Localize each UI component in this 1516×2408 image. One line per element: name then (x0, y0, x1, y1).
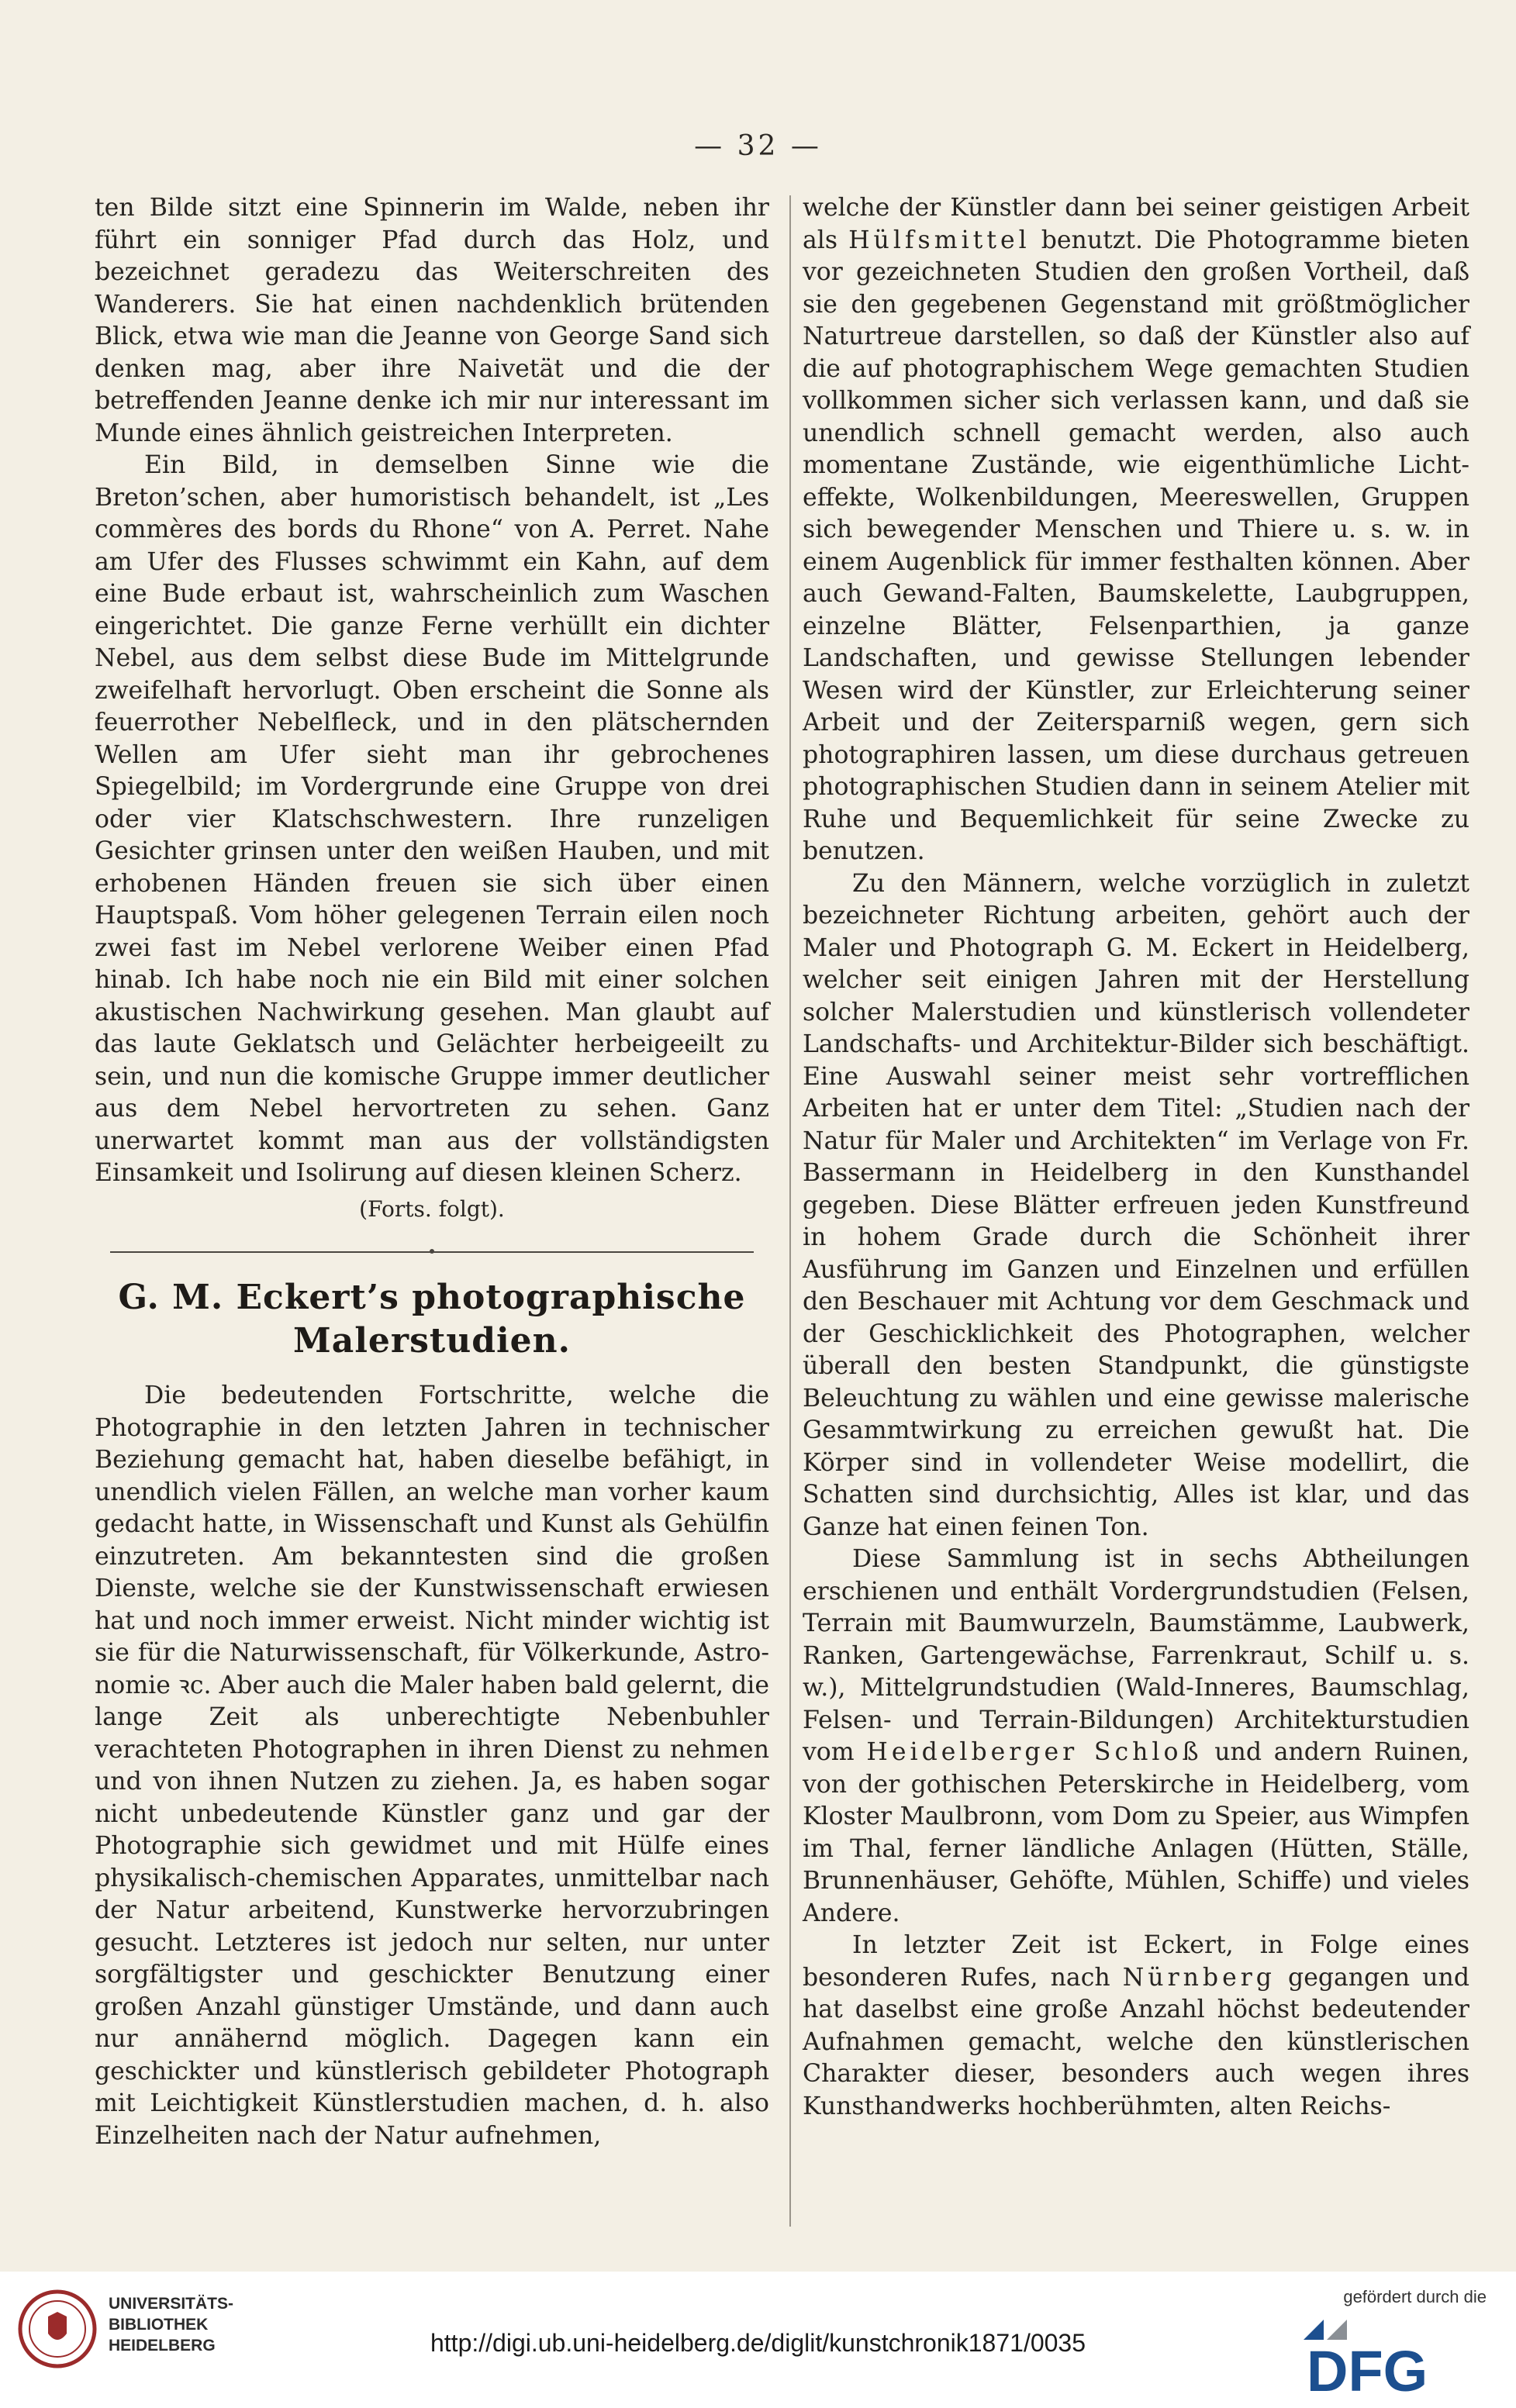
emphasis-spaced: Hülfsmittel (848, 226, 1031, 254)
section-title: G. M. Eckert’s photographische Malerstudien. (118, 1278, 746, 1361)
dfg-logo-icon (1304, 2318, 1487, 2396)
emphasis-spaced: Nürnberg (1122, 1963, 1276, 1992)
right-column (803, 192, 1469, 2123)
paragraph: Zu den Männern, welche vorzüglich in zuletzt bezeichneter Richtung arbeiten, gehört auch der Maler und Photograph G. M. Eckert in Heidelberg, welcher seit einigen Jahren mit der Herstellung solcher Malerstudien und künstlerisch vollendeter Landschafts- und Architektur-Bilder sich beschäftigt. Eine Auswahl seiner meist sehr vortrefflichen Arbeiten hat er unter dem Titel: „Studien nach der Natur für Maler und Architekten“ im Verlage von Fr. Bassermann in Heidelberg in den Kunsthandel gegeben. Diese Blätter erfreuen jeden Kunstfreund in hohem Grade durch die Schönheit ihrer Ausführung im Ganzen und Einzelnen und erfüllen den Beschauer mit Achtung vor dem Geschmack und der Geschicklichkeit des Photographen, welcher überall den besten Standpunkt, die günstigste Beleuchtung zu wählen und eine gewisse malerische Gesammtwirkung zu erreichen gewußt hat. Die Körper sind in vollendeter Weise modellirt, die Schatten sind durchsichtig, Alles ist klar, und das Ganze hat einen feinen Ton. (803, 869, 1469, 1541)
paragraph: Die bedeutenden Fortschritte, welche die Photographie in den letzten Jahren in technischer Beziehung gemacht hat, haben dieselbe befähigt, in unendlich vielen Fällen, an welche man vorher kaum gedacht hatte, in Wissenschaft und Kunst als Gehülfin einzutreten. Am bekanntesten sind die großen Dienste, welche sie der Kunstwissenschaft erwiesen hat und noch immer erweist. Nicht minder wichtig ist sie für die Naturwissenschaft, für Völkerkunde, Astronomie ꝛc. Aber auch die Maler haben bald gelernt, die lange Zeit als unberechtigte Nebenbuhler verachteten Photographen in ihren Dienst zu nehmen und von ihnen Nutzen zu ziehen. Ja, es haben sogar nicht unbedeutende Künstler ganz und gar der Photographie sich gewidmet und mit Hülfe eines physikalisch-chemischen Apparates, unmittelbar nach der Natur arbeitend, Kunstwerke hervorzubringen gesucht. Letzteres ist jedoch nur selten, nur unter sorgfältigster und geschickter Benutzung einer großen Anzahl günstiger Umstände, und dann auch nur annähernd möglich. Dagegen kann ein geschickter und künstlerisch gebildeter Photograph mit Leichtigkeit Künstlerstudien machen, d. h. also Einzelheiten nach der Natur aufnehmen, (95, 1382, 769, 2150)
svg-text:DFG: DFG (1307, 2339, 1428, 2396)
column-divider (789, 195, 791, 2227)
institution-name: UNIVERSITÄTS- BIBLIOTHEK HEIDELBERG (109, 2295, 234, 2355)
emphasis-spaced: Heidelberger Schloß (866, 1738, 1203, 1766)
paragraph: welche der Künstler dann bei seiner geistigen Arbeit als Hülfsmittel benutzt. Die Photogramme bieten vor gezeichneten Studien den großen Vortheil, daß sie den gegebenen Gegenstand mit größtmöglicher Naturtreue darstellen, so daß der Künstler also auf die auf photographischem Wege gemachten Studien vollkommen sicher sich verlassen kann, und daß sie unendlich schnell gemacht werden, also auch momentane Zustände, wie eigenthümliche Lichteffekte, Wolkenbildungen, Meereswellen, Gruppen sich bewegender Menschen und Thiere u. s. w. in einem Augenblick für immer festhalten können. Aber auch Gewand-Falten, Baumskelette, Laubgruppen, einzelne Blätter, Felsenparthien, ja ganze Landschaften, und gewisse Stellungen lebender Wesen wird der Künstler, zur Erleichterung seiner Arbeit und der Zeitersparniß wegen, gern sich photographiren lassen, um diese durchaus getreuen photographischen Studien dann in seinem Atelier mit Ruhe und Bequemlichkeit für seine Zwecke zu benutzen. (803, 194, 1469, 865)
paragraph: In letzter Zeit ist Eckert, in Folge eines besonderen Rufes, nach Nürnberg gegangen und hat daselbst eine große Anzahl höchst bedeutender Aufnahmen gemacht, welche den künstlerischen Charakter dieser, besonders auch wegen ihres Kunsthandwerks hochberühmten, alten Reichs- (803, 1931, 1469, 2120)
funding-caption: gefördert durch die (1343, 2287, 1487, 2306)
permalink-url[interactable]: http://digi.ub.uni-heidelberg.de/diglit/kunstchronik1871/0035 (430, 2329, 1086, 2357)
section-divider (110, 1251, 754, 1253)
left-column (95, 192, 769, 2152)
paragraph: ten Bilde sitzt eine Spinnerin im Walde, neben ihr führt ein sonniger Pfad durch das Holz, und bezeichnet geradezu das Weiterschreiten des Wanderers. Sie hat einen nachdenklich brütenden Blick, etwa wie man die Jeanne von George Sand sich denken mag, aber ihre Naivetät und die der betreffenden Jeanne denke ich mir nur interessant im Munde eines ähnlich geistreichen Interpreten. (95, 194, 769, 447)
paragraph: Diese Sammlung ist in sechs Abtheilungen erschienen und enthält Vordergrundstudien (Felsen, Terrain mit Baumwurzeln, Baumstämme, Laubwerk, Ranken, Gartengewächse, Farrenkraut, Schilf u. s. w.), Mittelgrundstudien (Wald-Inneres, Baumschlag, Felsen- und Terrain-Bildungen) Architekturstudien vom Heidelberger Schloß und andern Ruinen, von der gothischen Peterskirche in Heidelberg, vom Kloster Maulbronn, vom Dom zu Speier, aus Wimpfen im Thal, ferner ländliche Anlagen (Hütten, Ställe, Brunnenhäuser, Gehöfte, Mühlen, Schiffe) und vieles Andere. (803, 1545, 1470, 1927)
page-number: — 32 — (694, 130, 822, 162)
continuation-note: (Forts. folgt). (359, 1195, 505, 1222)
paragraph: Ein Bild, in demselben Sinne wie die Breton’schen, aber humoristisch behandelt, ist „Les commères des bords du Rhone“ von A. Perret. Nahe am Ufer des Flusses schwimmt ein Kahn, auf dem eine Bude erbaut ist, wahrscheinlich zum Waschen eingerichtet. Die ganze Ferne verhüllt ein dichter Nebel, aus dem selbst diese Bude im Mittelgrunde zweifelhaft hervorlugt. Oben erscheint die Sonne als feuerrother Nebelfleck, und in den plätschernden Wellen am Ufer sieht man ihr gebrochenes Spiegelbild; im Vordergrunde eine Gruppe von drei oder vier Klatschschwestern. Ihre runzeligen Gesichter grinsen unter den weißen Hauben, und mit erhobenen Händen freuen sie sich über einen Hauptspaß. Vom höher gelegenen Terrain eilen noch zwei fast im Nebel verlorene Weiber einen Pfad hinab. Ich habe noch nie ein Bild mit einer solchen akustischen Nachwirkung gesehen. Man glaubt auf das laute Geklatsch und Gelächter herbeigeeilt zu sein, und nun die komische Gruppe immer deutlicher aus dem Nebel hervortreten zu sehen. Ganz unerwartet kommt man aus der vollständigsten Einsamkeit und Isolirung auf diesen kleinen Scherz. (95, 451, 769, 1187)
digitization-footer (0, 2272, 1516, 2408)
